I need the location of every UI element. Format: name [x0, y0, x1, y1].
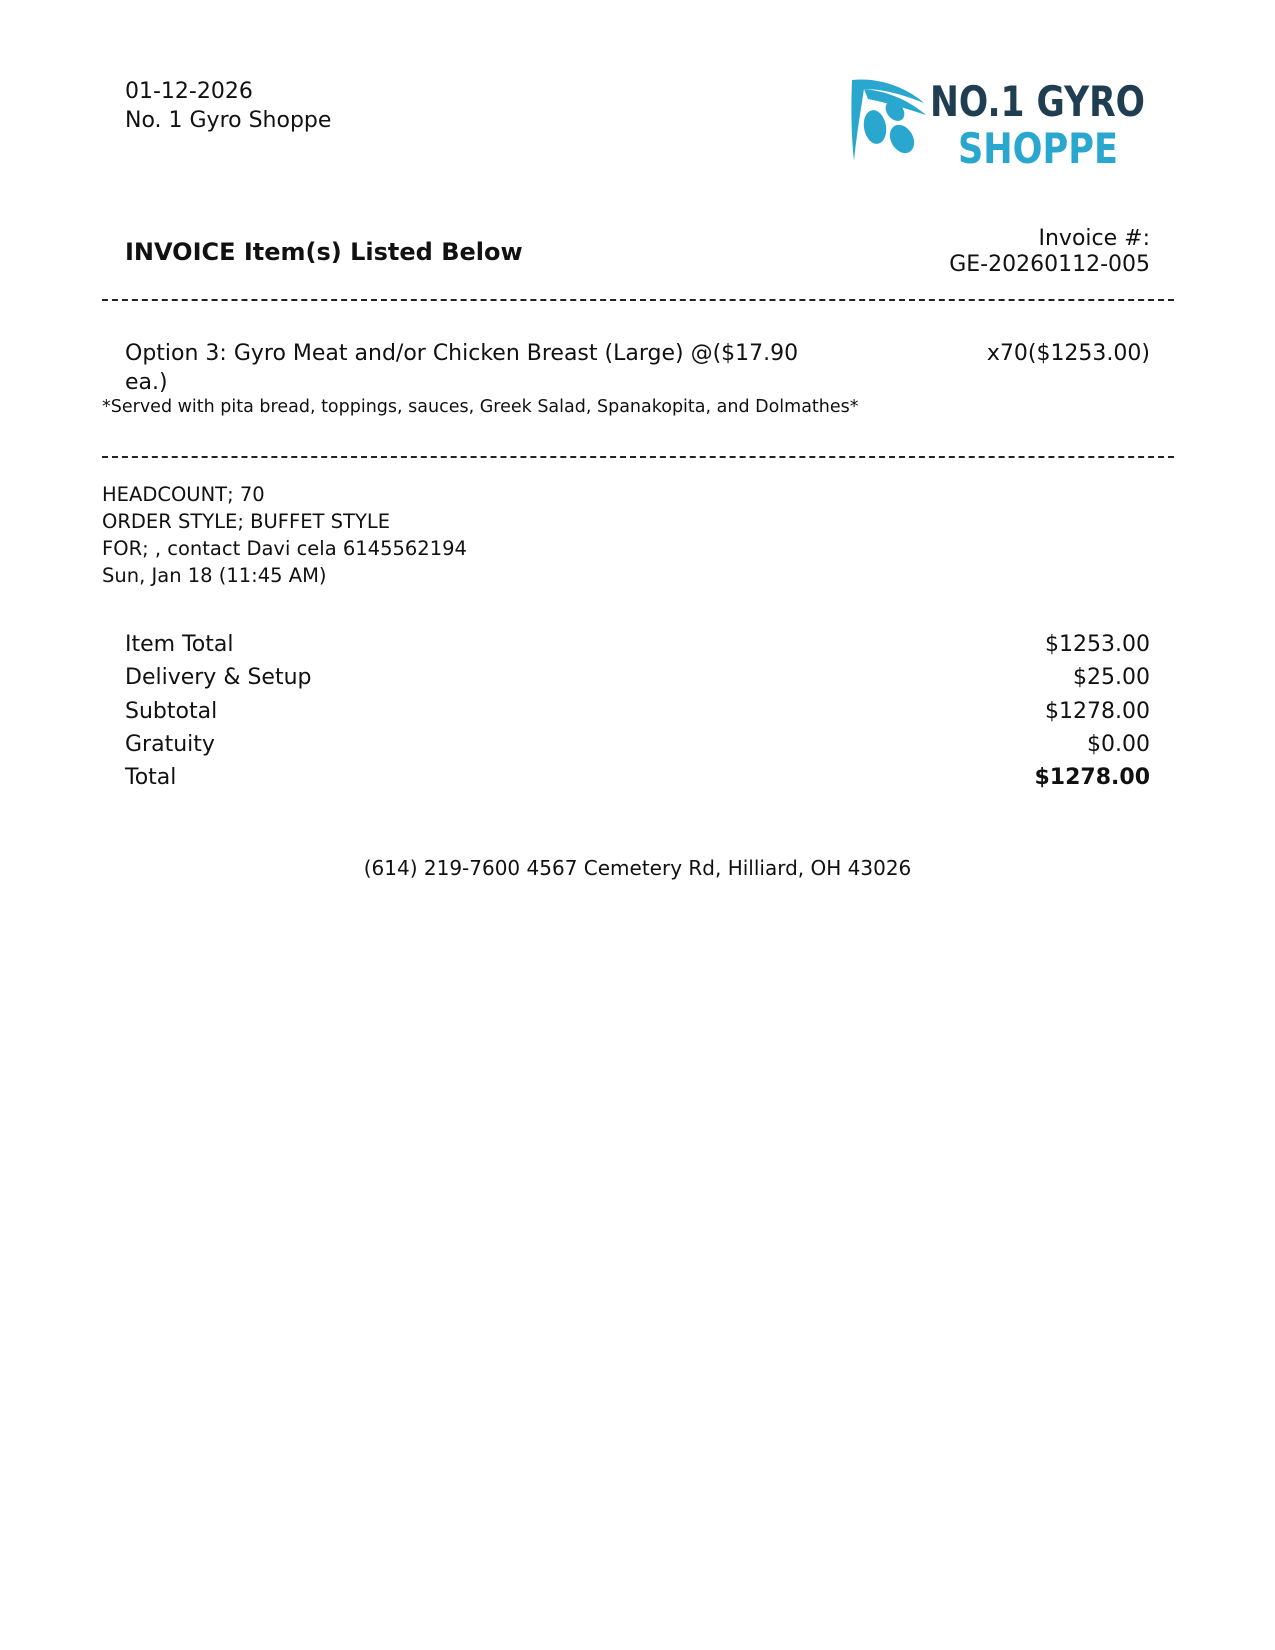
invoice-number-block: [949, 226, 1150, 278]
subtotal-value: $1278.00: [1045, 699, 1150, 724]
subtotal-label: Subtotal: [125, 699, 218, 724]
business-name: No. 1 Gyro Shoppe: [125, 108, 332, 133]
invoice-number: GE-20260112-005: [949, 252, 1150, 277]
logo-text-line1: NO.1 GYRO: [930, 77, 1145, 126]
dashed-divider: [102, 456, 1174, 458]
subtotal-row: [125, 695, 1150, 728]
item-total-row: [125, 628, 1150, 661]
order-contact: FOR; , contact Davi cela 6145562194: [102, 537, 467, 560]
invoice-number-label: Invoice #:: [1038, 226, 1150, 251]
order-datetime: Sun, Jan 18 (11:45 AM): [102, 564, 327, 587]
item-description: Option 3: Gyro Meat and/or Chicken Breast (Large) @($17.90 ea.): [125, 341, 799, 395]
invoice-date: 01-12-2026: [125, 79, 253, 104]
item-total-value: $1253.00: [1045, 632, 1150, 657]
total-label: Total: [125, 765, 177, 790]
total-row: [125, 761, 1150, 794]
olive-branch-icon: [851, 79, 926, 161]
total-value: $1278.00: [1034, 765, 1150, 790]
headcount: HEADCOUNT; 70: [102, 483, 265, 506]
dashed-divider: [102, 299, 1174, 301]
logo: [848, 75, 1153, 171]
item-total-label: Item Total: [125, 632, 234, 657]
gratuity-value: $0.00: [1087, 732, 1150, 757]
delivery-value: $25.00: [1073, 665, 1150, 690]
invoice-title: INVOICE Item(s) Listed Below: [125, 238, 523, 266]
order-style: ORDER STYLE; BUFFET STYLE: [102, 510, 391, 533]
delivery-label: Delivery & Setup: [125, 665, 312, 690]
gratuity-label: Gratuity: [125, 732, 215, 757]
item-quantity-total: x70($1253.00): [986, 341, 1150, 366]
logo-text-line2: SHOPPE: [958, 124, 1118, 173]
item-note: *Served with pita bread, toppings, sauces, Greek Salad, Spanakopita, and Dolmathes*: [102, 397, 859, 417]
delivery-row: [125, 661, 1150, 694]
gratuity-row: [125, 728, 1150, 761]
footer-contact: (614) 219-7600 4567 Cemetery Rd, Hilliard, OH 43026: [363, 856, 912, 880]
